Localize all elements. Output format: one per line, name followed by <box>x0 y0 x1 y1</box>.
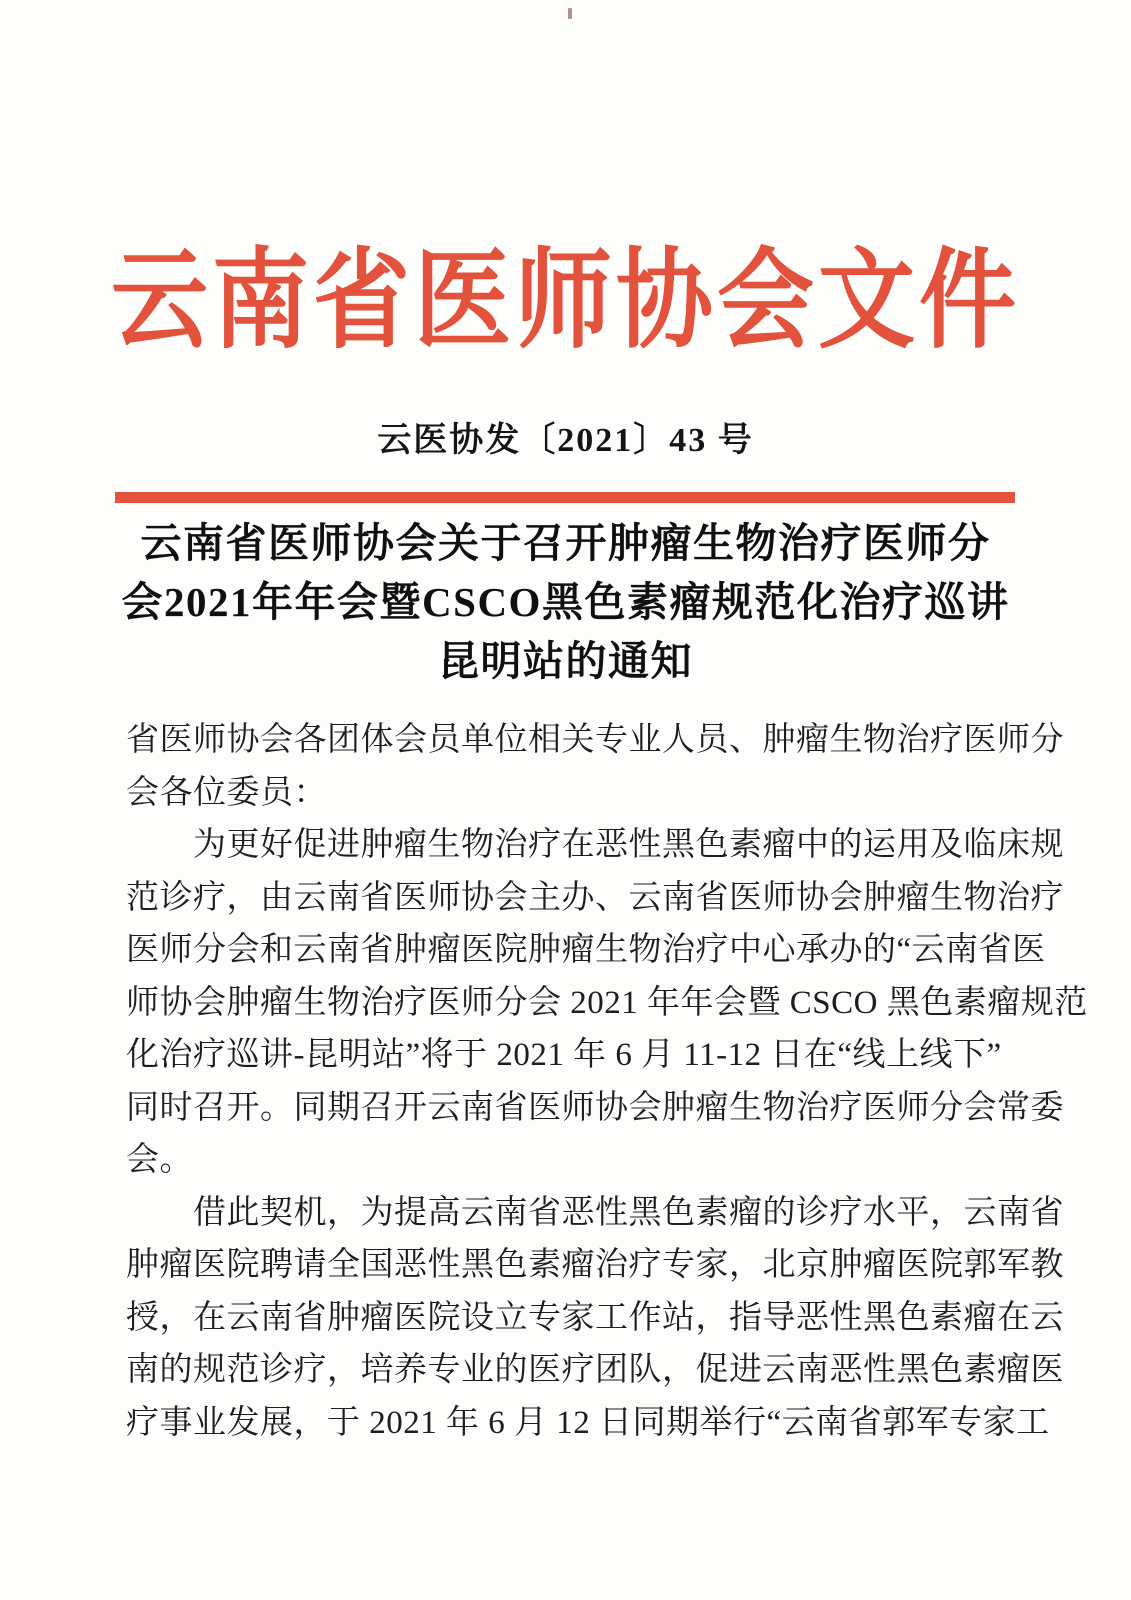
red-divider-line <box>115 492 1015 503</box>
notice-title <box>65 514 1066 691</box>
body-line: 会。 <box>126 1142 193 1178</box>
body-line: 肿瘤医院聘请全国恶性黑色素瘤治疗专家，北京肿瘤医院郭军教 <box>126 1247 1064 1283</box>
doc-number: 云医协发〔2021〕43 号 <box>377 422 754 459</box>
notice-title-line: 昆明站的通知 <box>438 638 693 684</box>
body-line: 范诊疗，由云南省医师协会主办、云南省医师协会肿瘤生物治疗 <box>126 879 1064 916</box>
body-line: 南的规范诊疗，培养专业的医疗团队，促进云南恶性黑色素瘤医 <box>126 1352 1064 1388</box>
notice-title-line: 会2021年年会暨CSCO黑色素瘤规范化治疗巡讲 <box>121 579 1010 625</box>
notice-title-line: 云南省医师协会关于召开肿瘤生物治疗医师分 <box>140 520 991 566</box>
body-line: 化治疗巡讲-昆明站”将于 2021 年 6 月 11-12 日在“线上线下” <box>126 1037 1002 1073</box>
body-line: 疗事业发展，于 2021 年 6 月 12 日同期举行“云南省郭军专家工 <box>126 1404 1050 1441</box>
notice-body <box>126 714 1088 1449</box>
body-line: 为更好促进肿瘤生物治疗在恶性黑色素瘤中的运用及临床规 <box>126 827 1064 863</box>
body-line: 会各位委员： <box>126 774 327 811</box>
body-line: 授，在云南省肿瘤医院设立专家工作站，指导恶性黑色素瘤在云 <box>126 1299 1064 1336</box>
body-line: 同时召开。同期召开云南省医师协会肿瘤生物治疗医师分会常委 <box>126 1089 1064 1126</box>
body-line: 师协会肿瘤生物治疗医师分会 2021 年年会暨 CSCO 黑色素瘤规范 <box>126 984 1088 1021</box>
scan-artifact <box>568 8 572 19</box>
letterhead-title: 云南省医师协会文件 <box>111 241 1020 361</box>
body-line: 医师分会和云南省肿瘤医院肿瘤生物治疗中心承办的“云南省医 <box>126 932 1046 968</box>
body-line: 借此契机，为提高云南省恶性黑色素瘤的诊疗水平，云南省 <box>126 1194 1064 1231</box>
body-line: 省医师协会各团体会员单位相关专业人员、肿瘤生物治疗医师分 <box>126 722 1064 758</box>
